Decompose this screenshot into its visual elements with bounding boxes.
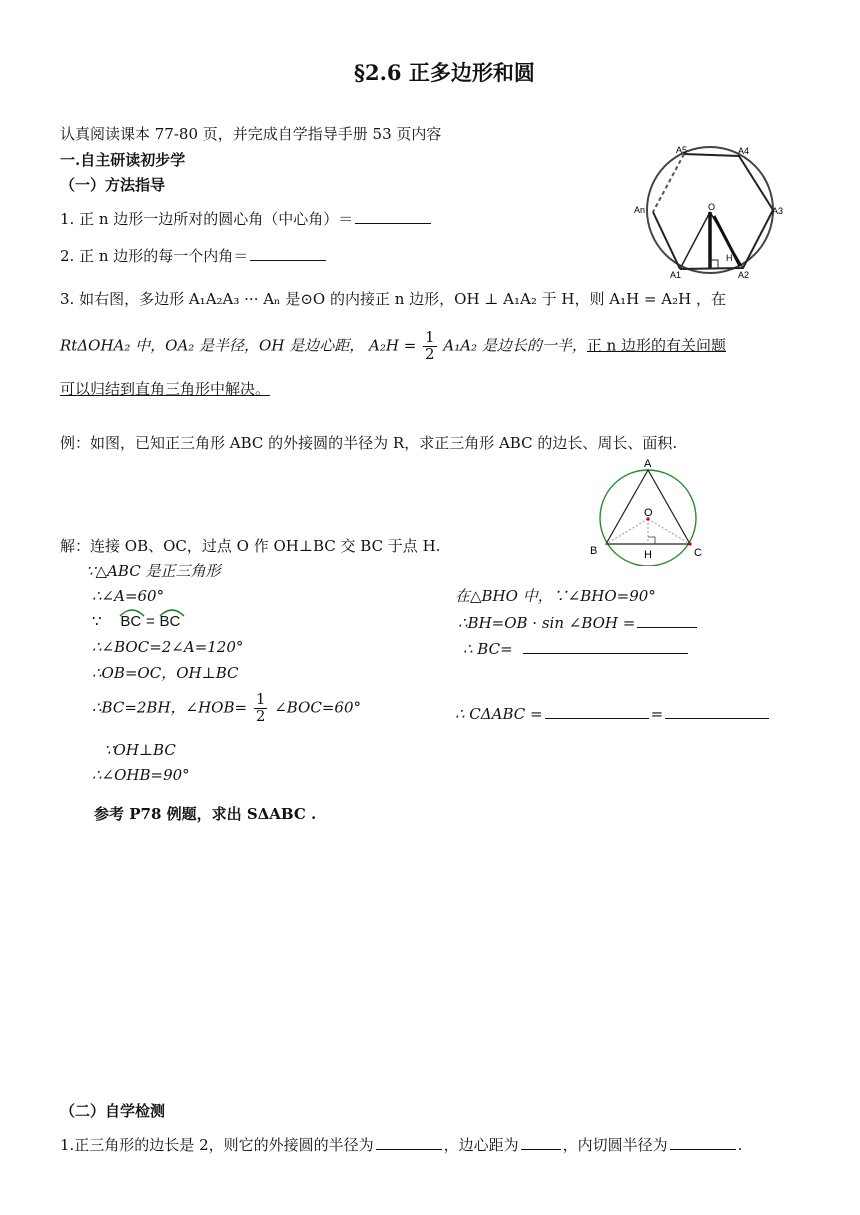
formula-lhs: A₂H = bbox=[369, 336, 417, 355]
polygon-circle-figure bbox=[628, 140, 788, 285]
fraction-denominator: 2 bbox=[425, 344, 435, 363]
label-o: O bbox=[644, 507, 653, 519]
fraction bbox=[254, 692, 268, 725]
question-3-line-2 bbox=[60, 330, 726, 363]
label-a1: A1 bbox=[670, 270, 682, 280]
solution-right-line: 在△BHO 中，∵∠BHO=90° bbox=[455, 587, 656, 605]
answer-blank[interactable] bbox=[665, 704, 769, 719]
solution-text: ∴ CΔABC = bbox=[455, 705, 543, 723]
fraction bbox=[423, 330, 437, 363]
page-title: §2.6 正多边形和圆 bbox=[354, 60, 535, 85]
solution-right-line bbox=[458, 613, 699, 632]
answer-blank[interactable] bbox=[355, 209, 431, 224]
label-a2: A2 bbox=[738, 270, 750, 280]
label-a3: A3 bbox=[772, 206, 784, 216]
right-angle-mark bbox=[648, 537, 655, 544]
label-a5: A5 bbox=[676, 145, 688, 155]
answer-blank[interactable] bbox=[376, 1135, 442, 1150]
fraction-denominator: 2 bbox=[255, 706, 266, 725]
because-symbol: ∵ bbox=[92, 612, 102, 630]
point-c bbox=[688, 542, 691, 545]
arc-icon bbox=[118, 607, 146, 617]
arc-label: BC bbox=[159, 613, 181, 630]
label-o: O bbox=[708, 202, 716, 212]
solution-right-line bbox=[455, 704, 771, 723]
section-heading: 一.自主研读初步学 bbox=[60, 151, 186, 169]
radius-oa1 bbox=[680, 212, 710, 269]
question-2-text: 2. 正 n 边形的每一个内角＝ bbox=[60, 247, 249, 265]
solution-text: ∠BOC=60° bbox=[274, 698, 361, 717]
label-h: H bbox=[644, 549, 652, 561]
reference-text: 参考 P78 例题，求出 SΔABC . bbox=[94, 805, 317, 823]
answer-blank[interactable] bbox=[637, 613, 697, 628]
solution-text: ∴BC=2BH，∠HOB= bbox=[92, 698, 248, 717]
label-c: C bbox=[694, 547, 702, 559]
subsection-heading: （二）自学检测 bbox=[60, 1102, 166, 1120]
solution-arc-line bbox=[92, 612, 180, 631]
answer-blank[interactable] bbox=[545, 704, 649, 719]
underlined-text: 正 n 边形的有关问题 bbox=[586, 336, 727, 355]
solution-line bbox=[92, 692, 361, 725]
question-text: . bbox=[737, 1136, 743, 1154]
label-a: A bbox=[644, 458, 652, 470]
solution-line: ∵△ABC 是正三角形 bbox=[86, 562, 221, 580]
solution-text: ∴ BC= bbox=[463, 640, 513, 658]
question-3-text: A₁A₂ 是边长的一半， bbox=[443, 336, 587, 355]
example-text: 例：如图，已知正三角形 ABC 的外接圆的半径为 R，求正三角形 ABC 的边长、周长、面积. bbox=[60, 434, 678, 452]
question-2 bbox=[60, 246, 328, 265]
answer-blank[interactable] bbox=[521, 1135, 561, 1150]
solution-line: ∴∠A=60° bbox=[92, 587, 165, 605]
question-text: 1.正三角形的边长是 2，则它的外接圆的半径为 bbox=[60, 1136, 374, 1154]
label-an: An bbox=[634, 205, 646, 215]
question-text: ，边心距为 bbox=[443, 1136, 519, 1154]
answer-blank[interactable] bbox=[250, 246, 326, 261]
question-3-line-1: 3. 如右图，多边形 A₁A₂A₃ ··· Aₙ 是⊙O 的内接正 n 边形，OH ⊥ A₁A₂ 于 H，则 A₁H = A₂H ，在 bbox=[60, 290, 726, 308]
solution-line: ∴∠BOC=2∠A=120° bbox=[92, 638, 244, 656]
segment-ob bbox=[606, 519, 648, 544]
question-1 bbox=[60, 209, 433, 228]
equals: = bbox=[145, 613, 155, 630]
answer-blank[interactable] bbox=[523, 639, 688, 654]
label-b: B bbox=[590, 545, 598, 557]
check-question-1 bbox=[60, 1135, 742, 1154]
solution-line: ∵OH⊥BC bbox=[104, 741, 176, 759]
triangle-circle-figure bbox=[586, 456, 711, 566]
solution-line: 解：连接 OB、OC，过点 O 作 OH⊥BC 交 BC 于点 H. bbox=[60, 537, 441, 555]
arc-bc bbox=[160, 613, 181, 631]
fraction-numerator: 1 bbox=[255, 690, 266, 708]
question-1-text: 1. 正 n 边形一边所对的圆心角（中心角）＝ bbox=[60, 210, 354, 228]
subsection-heading: （一）方法指导 bbox=[60, 176, 166, 194]
question-text: ，内切圆半径为 bbox=[562, 1136, 668, 1154]
question-3-text: RtΔOHA₂ 中，OA₂ 是半径，OH 是边心距， bbox=[60, 336, 365, 355]
solution-line: ∴∠OHB=90° bbox=[92, 766, 190, 784]
question-3-line-3: 可以归结到直角三角形中解决。 bbox=[60, 380, 271, 398]
fraction-numerator: 1 bbox=[425, 328, 435, 346]
solution-text: ∴BH=OB · sin ∠BOH = bbox=[458, 614, 636, 632]
equals: = bbox=[650, 705, 664, 723]
answer-blank[interactable] bbox=[670, 1135, 736, 1150]
arc-icon bbox=[158, 607, 186, 617]
arc-label: BC bbox=[120, 613, 142, 630]
arc-bc bbox=[120, 613, 141, 631]
label-h: H bbox=[726, 253, 733, 263]
intro-text: 认真阅读课本 77-80 页，并完成自学指导手册 53 页内容 bbox=[60, 125, 442, 143]
polygon-edge bbox=[653, 212, 680, 269]
solution-line: ∴OB=OC，OH⊥BC bbox=[92, 664, 239, 682]
solution-right-line bbox=[463, 639, 690, 658]
segment-oc bbox=[648, 519, 690, 544]
label-a4: A4 bbox=[738, 146, 750, 156]
